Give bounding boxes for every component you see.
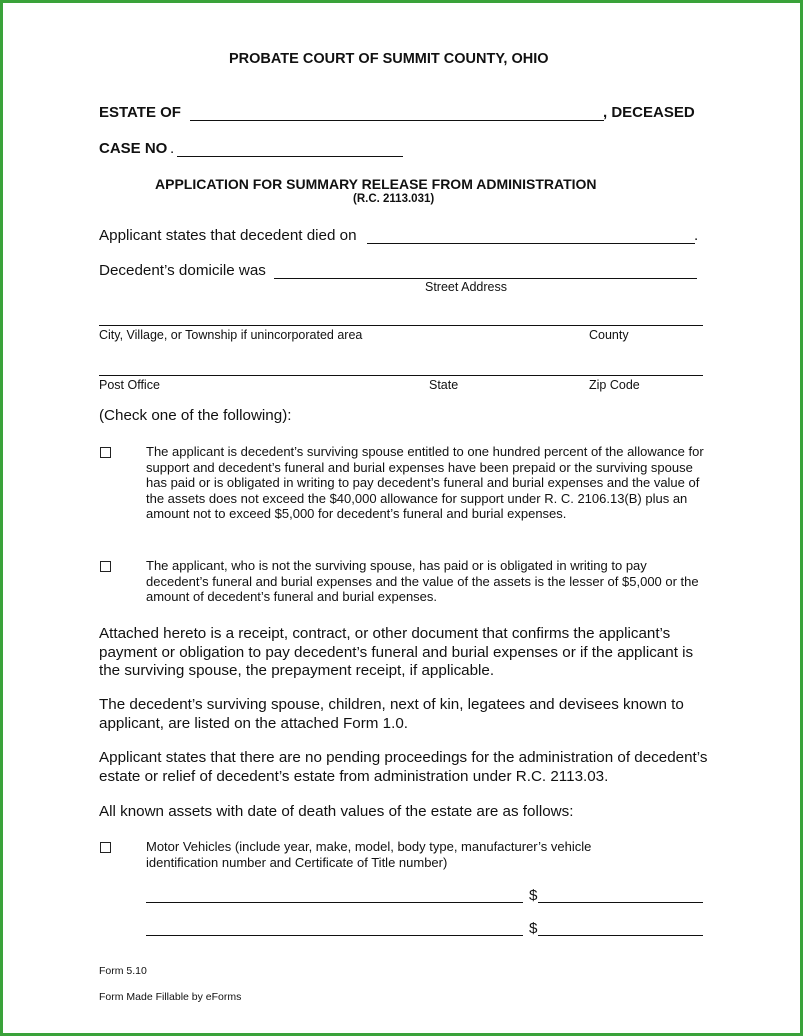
pending-paragraph: Applicant states that there are no pending proceedings for the administration of decedent’s estate or relief of decedent’s estate from administration under R.C. 2113.03. — [99, 749, 708, 785]
state-caption: State — [429, 378, 459, 392]
estate-name-field[interactable] — [190, 120, 604, 121]
option-spouse-text: The applicant is decedent’s surviving spouse entitled to one hundred percent of the allowance for support and decedent’s funeral and burial expenses have been prepaid or the surviving spouse has paid or is obligated in writing to pay decedent’s funeral and burial expenses and the value of the assets does not exceed the $40,000 allowance for support under R. C. 2106.13(B) plus an amount not to exceed $5,000 for decedent’s funeral and burial expenses. — [146, 444, 704, 522]
post-office-caption: Post Office — [99, 378, 160, 392]
statute-reference: (R.C. 2113.031) — [353, 193, 435, 205]
deceased-label: , DECEASED — [603, 104, 695, 121]
street-address-caption: Street Address — [425, 280, 507, 294]
postal-field[interactable] — [99, 375, 703, 376]
vehicle-description-field-2[interactable] — [146, 935, 523, 936]
case-no-dot: . — [170, 140, 175, 157]
attached-paragraph: Attached hereto is a receipt, contract, or other document that confirms the applicant’s payment or obligation to pay decedent’s funeral and burial expenses or if the applicant is the surviving spouse, the prepayment receipt, if applicable. — [99, 625, 694, 679]
death-date-label: Applicant states that decedent died on — [99, 227, 357, 244]
death-date-field[interactable] — [367, 243, 695, 244]
city-caption: City, Village, or Township if unincorporated area — [99, 328, 363, 342]
currency-sign-2: $ — [529, 920, 538, 937]
form-number: Form 5.10 — [99, 965, 147, 977]
vehicle-value-field-1[interactable] — [538, 902, 703, 903]
zip-caption: Zip Code — [589, 378, 640, 392]
option-spouse-checkbox[interactable] — [100, 447, 111, 458]
assets-intro: All known assets with date of death values of the estate are as follows: — [99, 803, 574, 820]
domicile-label: Decedent’s domicile was — [99, 262, 266, 279]
street-address-field[interactable] — [274, 278, 697, 279]
case-no-label: CASE NO — [99, 140, 168, 157]
option-non-spouse-text: The applicant, who is not the surviving spouse, has paid or is obligated in writing to pay decedent’s funeral and burial expenses and the value of the assets is the lesser of $5,000 or the amount of decedent’s funeral and burial expenses. — [146, 558, 699, 605]
vehicle-description-field-1[interactable] — [146, 902, 523, 903]
county-caption: County — [589, 328, 629, 342]
option-non-spouse-checkbox[interactable] — [100, 561, 111, 572]
estate-label: ESTATE OF — [99, 104, 181, 121]
city-county-field[interactable] — [99, 325, 703, 326]
eforms-credit: Form Made Fillable by eForms — [99, 991, 242, 1003]
vehicle-value-field-2[interactable] — [538, 935, 703, 936]
check-instructions: (Check one of the following): — [99, 407, 292, 424]
court-title: PROBATE COURT OF SUMMIT COUNTY, OHIO — [229, 51, 549, 67]
motor-vehicles-checkbox[interactable] — [100, 842, 111, 853]
spouse-paragraph: The decedent’s surviving spouse, children, next of kin, legatees and devisees known to applicant, are listed on the attached Form 1.0. — [99, 696, 684, 732]
death-date-period: . — [694, 227, 699, 244]
motor-vehicles-label: Motor Vehicles (include year, make, model, body type, manufacturer’s vehicle identification number and Certificate of Title number) — [146, 839, 592, 870]
application-title: APPLICATION FOR SUMMARY RELEASE FROM ADMINISTRATION — [155, 176, 597, 192]
case-no-field[interactable] — [177, 156, 403, 157]
currency-sign-1: $ — [529, 887, 538, 904]
